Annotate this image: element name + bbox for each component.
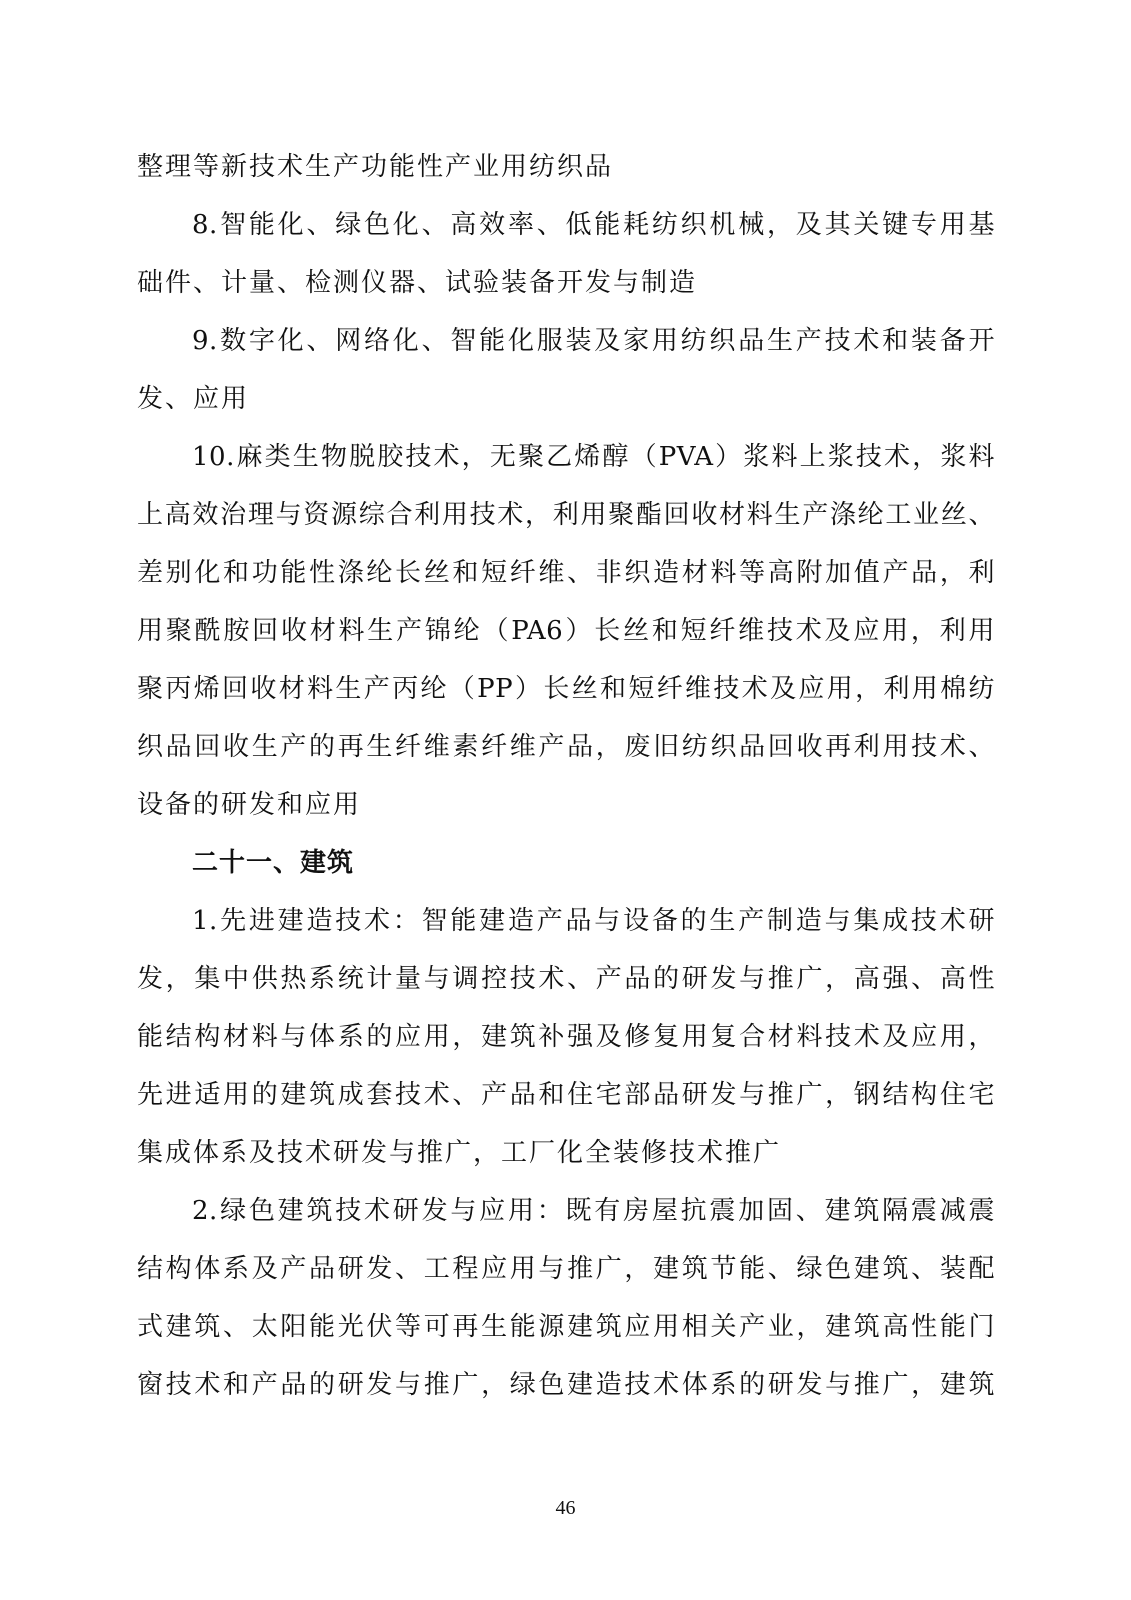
text-line: 上高效治理与资源综合利用技术，利用聚酯回收材料生产涤纶工业丝、 <box>137 500 995 530</box>
text-line: 集成体系及技术研发与推广，工厂化全装修技术推广 <box>137 1138 782 1168</box>
text-line: 能结构材料与体系的应用，建筑补强及修复用复合材料技术及应用， <box>137 1022 995 1052</box>
text-line: 窗技术和产品的研发与推广，绿色建造技术体系的研发与推广，建筑 <box>137 1370 995 1400</box>
text-line: 差别化和功能性涤纶长丝和短纤维、非织造材料等高附加值产品，利 <box>137 558 995 588</box>
text-line: 先进适用的建筑成套技术、产品和住宅部品研发与推广，钢结构住宅 <box>137 1080 995 1110</box>
text-line: 2.绿色建筑技术研发与应用：既有房屋抗震加固、建筑隔震减震 <box>192 1196 995 1226</box>
text-line: 发，集中供热系统计量与调控技术、产品的研发与推广，高强、高性 <box>137 964 995 994</box>
text-line: 发、应用 <box>137 384 250 414</box>
text-line: 设备的研发和应用 <box>137 790 362 820</box>
text-line: 聚丙烯回收材料生产丙纶（PP）长丝和短纤维技术及应用，利用棉纺 <box>137 674 995 704</box>
section-heading: 二十一、建筑 <box>192 848 355 878</box>
text-line: 式建筑、太阳能光伏等可再生能源建筑应用相关产业，建筑高性能门 <box>137 1312 995 1342</box>
text-line: 结构体系及产品研发、工程应用与推广，建筑节能、绿色建筑、装配 <box>137 1254 995 1284</box>
text-line: 10.麻类生物脱胶技术，无聚乙烯醇（PVA）浆料上浆技术，浆料 <box>192 442 995 472</box>
text-line: 8.智能化、绿色化、高效率、低能耗纺织机械，及其关键专用基 <box>192 210 995 240</box>
page-number: 46 <box>555 1497 576 1519</box>
text-line: 础件、计量、检测仪器、试验装备开发与制造 <box>137 268 698 298</box>
text-line: 9.数字化、网络化、智能化服装及家用纺织品生产技术和装备开 <box>192 326 995 356</box>
text-line: 织品回收生产的再生纤维素纤维产品，废旧纺织品回收再利用技术、 <box>137 732 995 762</box>
text-line: 用聚酰胺回收材料生产锦纶（PA6）长丝和短纤维技术及应用，利用 <box>137 616 995 646</box>
text-line: 1.先进建造技术：智能建造产品与设备的生产制造与集成技术研 <box>192 906 995 936</box>
page-body <box>137 138 995 1414</box>
text-line: 整理等新技术生产功能性产业用纺织品 <box>137 152 614 182</box>
